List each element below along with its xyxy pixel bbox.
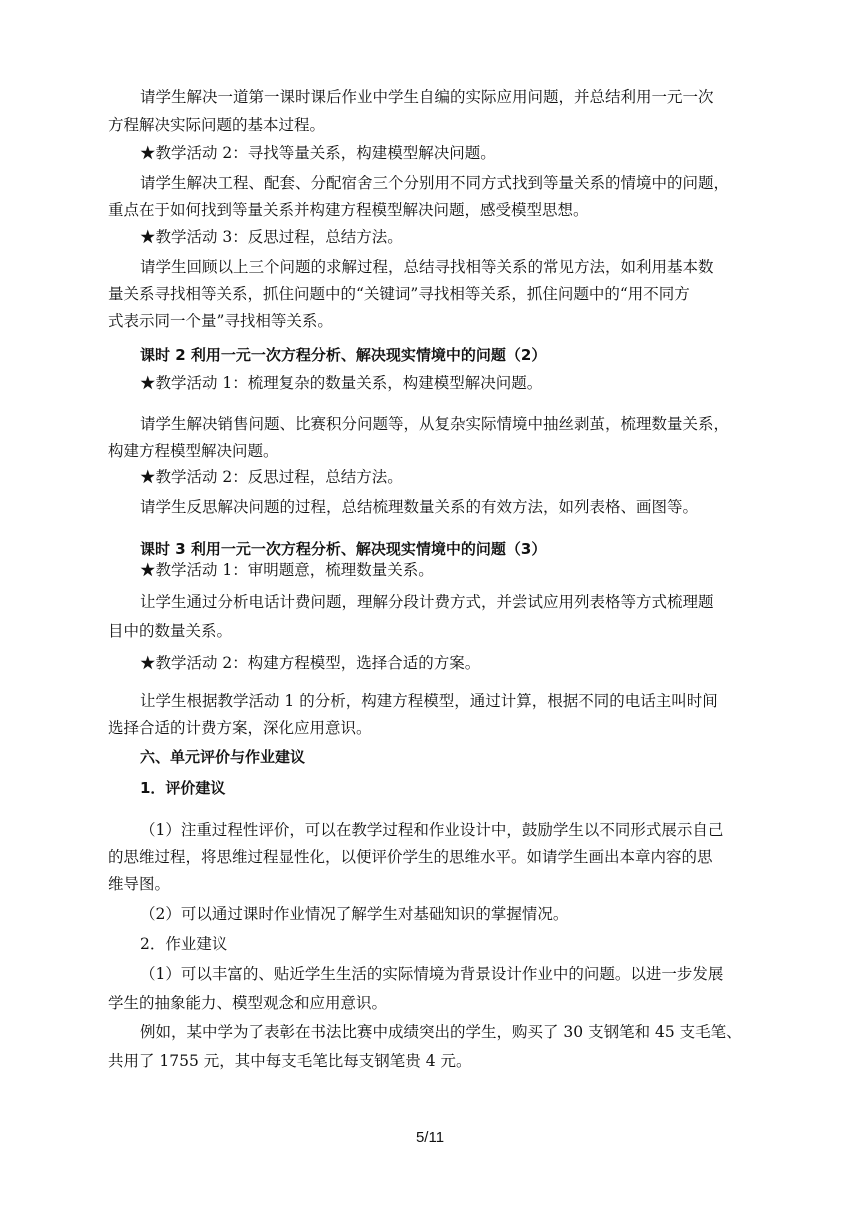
paragraph-line: 学生的抽象能力、模型观念和应用意识。: [108, 994, 388, 1012]
activity-heading: ★教学活动 2：反思过程，总结方法。: [140, 468, 403, 486]
section-heading: 六、单元评价与作业建议: [140, 748, 306, 766]
paragraph-line: 让学生通过分析电话计费问题，理解分段计费方式，并尝试应用列表格等方式梳理题: [140, 593, 714, 611]
activity-heading: ★教学活动 1：审明题意，梳理数量关系。: [140, 561, 434, 579]
activity-heading: ★教学活动 1：梳理复杂的数量关系，构建模型解决问题。: [140, 374, 543, 392]
paragraph-line: （2）可以通过课时作业情况了解学生对基础知识的掌握情况。: [140, 905, 569, 923]
paragraph-line: 选择合适的计费方案，深化应用意识。: [108, 719, 372, 737]
paragraph-line: 重点在于如何找到等量关系并构建方程模型解决问题，感受模型思想。: [108, 201, 589, 219]
paragraph-line: 让学生根据教学活动 1 的分析，构建方程模型，通过计算，根据不同的电话主叫时间: [140, 692, 718, 710]
activity-heading: ★教学活动 2：寻找等量关系，构建模型解决问题。: [140, 144, 496, 162]
activity-heading: ★教学活动 2：构建方程模型，选择合适的方案。: [140, 654, 481, 672]
paragraph-line: 请学生解决工程、配套、分配宿舍三个分别用不同方式找到等量关系的情境中的问题，: [140, 174, 730, 192]
lesson-heading: 课时 2 利用一元一次方程分析、解决现实情境中的问题（2）: [140, 346, 547, 364]
paragraph-line: 请学生反思解决问题的过程，总结梳理数量关系的有效方法，如列表格、画图等。: [140, 498, 699, 516]
paragraph-line: 共用了 1755 元，其中每支毛笔比每支钢笔贵 4 元。: [108, 1052, 472, 1070]
paragraph-line: 请学生解决一道第一课时课后作业中学生自编的实际应用问题，并总结利用一元一次: [140, 88, 714, 106]
paragraph-line: 例如，某中学为了表彰在书法比赛中成绩突出的学生，购买了 30 支钢笔和 45 支毛笔、: [140, 1023, 742, 1041]
paragraph-line: （1）注重过程性评价，可以在教学过程和作业设计中，鼓励学生以不同形式展示自己: [140, 821, 724, 839]
paragraph-line: （1）可以丰富的、贴近学生生活的实际情境为背景设计作业中的问题。以进一步发展: [140, 965, 724, 983]
subsection-heading: 1．评价建议: [140, 779, 226, 797]
paragraph-line: 请学生解决销售问题、比赛积分问题等，从复杂实际情境中抽丝剥茧，梳理数量关系，: [140, 415, 730, 433]
paragraph-line: 的思维过程，将思维过程显性化，以便评价学生的思维水平。如请学生画出本章内容的思: [108, 848, 713, 866]
paragraph-line: 维导图。: [108, 875, 171, 893]
activity-heading: ★教学活动 3：反思过程，总结方法。: [140, 228, 403, 246]
paragraph-line: 请学生回顾以上三个问题的求解过程，总结寻找相等关系的常见方法，如利用基本数: [140, 258, 714, 276]
paragraph-line: 方程解决实际问题的基本过程。: [108, 116, 326, 134]
paragraph-line: 构建方程模型解决问题。: [108, 442, 279, 460]
paragraph-line: 目中的数量关系。: [108, 622, 233, 640]
paragraph-line: 量关系寻找相等关系，抓住问题中的“关键词”寻找相等关系，抓住问题中的“用不同方: [108, 285, 690, 303]
lesson-heading: 课时 3 利用一元一次方程分析、解决现实情境中的问题（3）: [140, 540, 547, 558]
subsection-heading: 2．作业建议: [140, 935, 228, 953]
page-number: 5/11: [415, 1129, 445, 1146]
paragraph-line: 式表示同一个量”寻找相等关系。: [108, 312, 333, 330]
